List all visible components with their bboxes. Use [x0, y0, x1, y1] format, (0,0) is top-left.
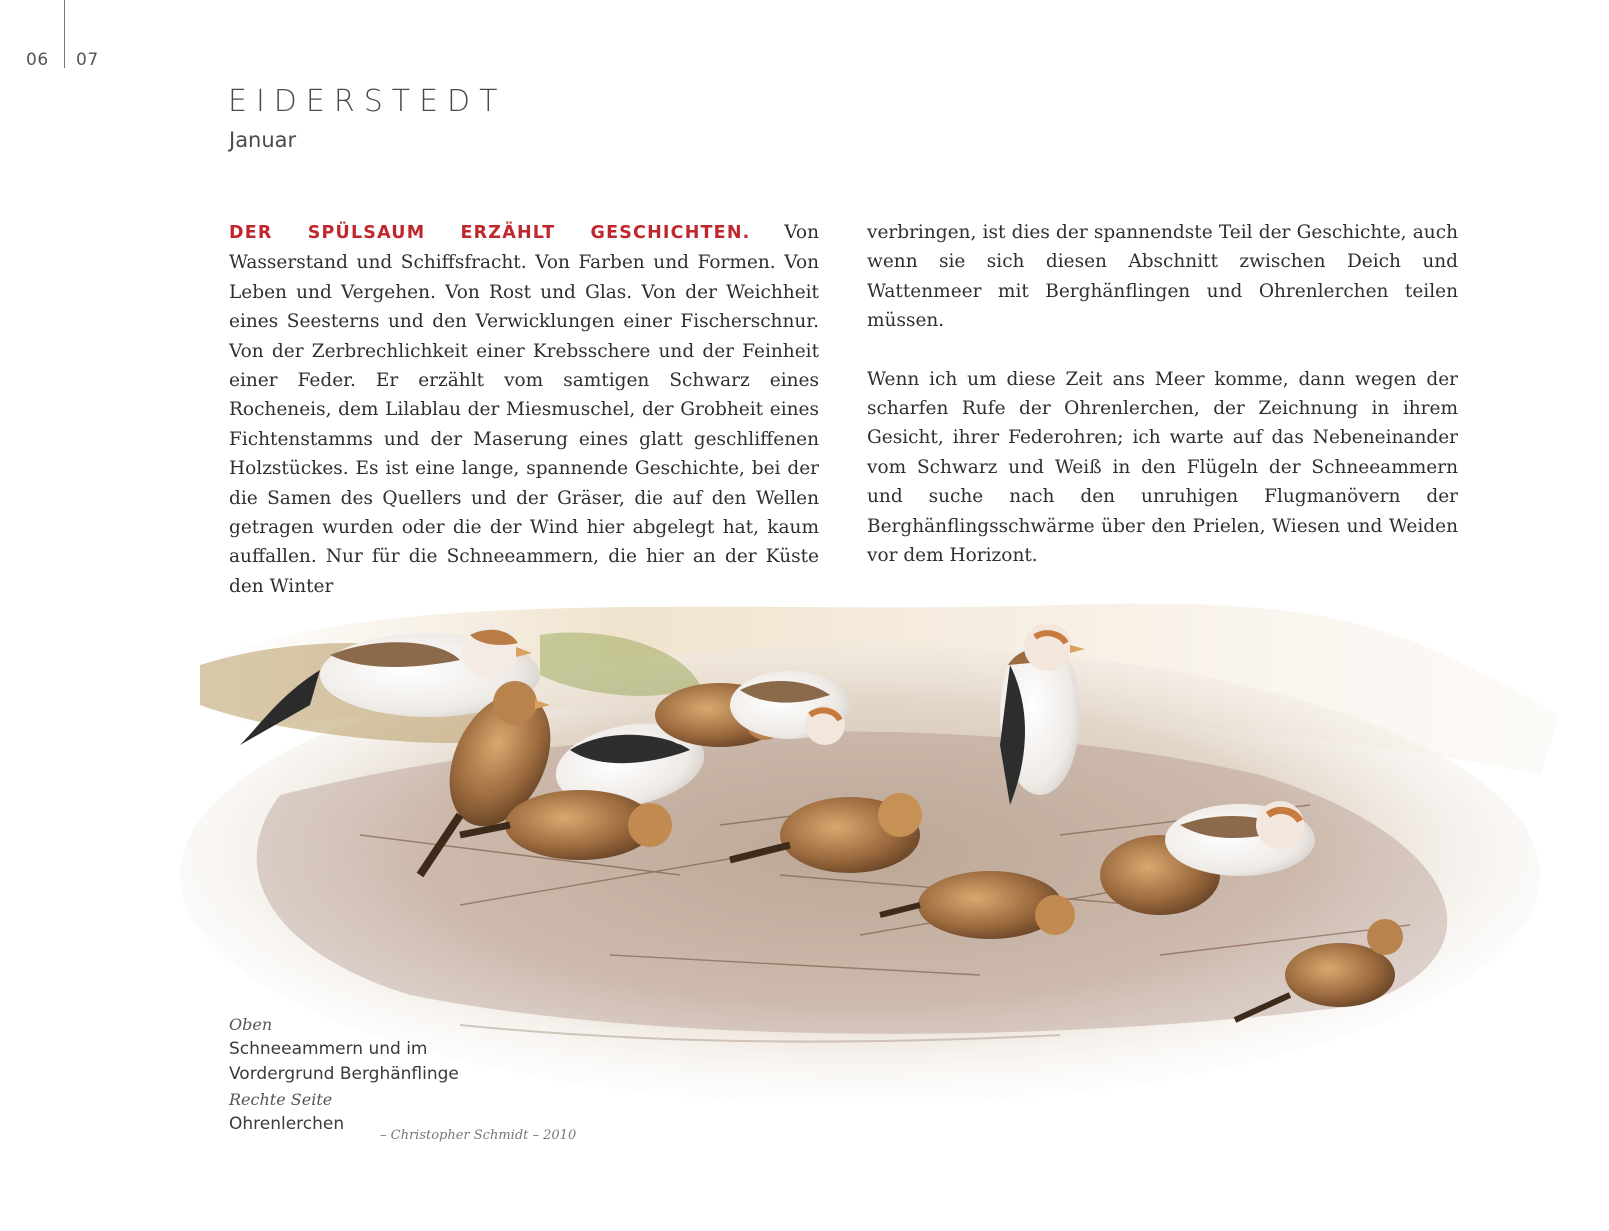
- page-divider: [64, 0, 65, 68]
- artist-signature: – Christopher Schmidt – 2010: [380, 1128, 577, 1143]
- paragraph-text: Von Wasserstand und Schiffsfracht. Von Farben und Formen. Von Leben und Vergehen. Von Rost und Glas. Von der Weichheit eines Seesterns und den Verwicklungen einer Fischerschnur. Von der Zerbrechlichkeit einer Krebsschere und der Feinheit einer Feder. Er erzählt vom samtigen Schwarz eines Rocheneis, dem Lilablau der Miesmuschel, der Grobheit eines Fichtenstamms und der Maserung eines glatt geschliffenen Holzstückes. Es ist eine lange, spannende Geschichte, bei der die Samen des Quellers und der Gräser, die auf den Wellen getragen wurden oder die der Wind hier abgelegt hat, kaum auffallen. Nur für die Schneeammern, die hier an der Küste den Winter: [229, 222, 819, 597]
- caption-text: Ohrenlerchen: [229, 1114, 345, 1134]
- caption: [229, 1012, 459, 1137]
- page-subtitle: Januar: [229, 128, 297, 152]
- text-column-right: [867, 218, 1458, 570]
- page-number-right: 07: [76, 50, 99, 70]
- lead-heading: DER SPÜLSAUM ERZÄHLT GESCHICHTEN.: [229, 223, 751, 243]
- paragraph: Wenn ich um diese Zeit ans Meer komme, dann wegen der scharfen Rufe der Ohrenlerchen, der Zeichnung in ihrem Gesicht, ihrer Federohren; ich warte auf das Nebeneinander vom Schwarz und Weiß in den Flügeln der Schneeammern und suche nach den unruhigen Flugmanövern der Berghänflingsschwärme über den Prielen, Wiesen und Weiden vor dem Horizont.: [867, 368, 1458, 567]
- page-title: EIDERSTEDT: [228, 84, 507, 119]
- caption-label-top: Oben: [229, 1015, 273, 1034]
- paragraph: verbringen, ist dies der spannendste Teil der Geschichte, auch wenn sie sich diesen Abschnitt zwischen Deich und Wattenmeer mit Berghänflingen und Ohrenlerchen teilen müssen.: [867, 222, 1458, 332]
- caption-text: Schneeammern und im: [229, 1039, 428, 1059]
- text-column-left: [229, 218, 819, 601]
- page-number-left: 06: [26, 50, 49, 70]
- paragraph: [229, 218, 819, 601]
- caption-text: Vordergrund Berghänflinge: [229, 1064, 459, 1084]
- caption-label-right-page: Rechte Seite: [229, 1090, 333, 1109]
